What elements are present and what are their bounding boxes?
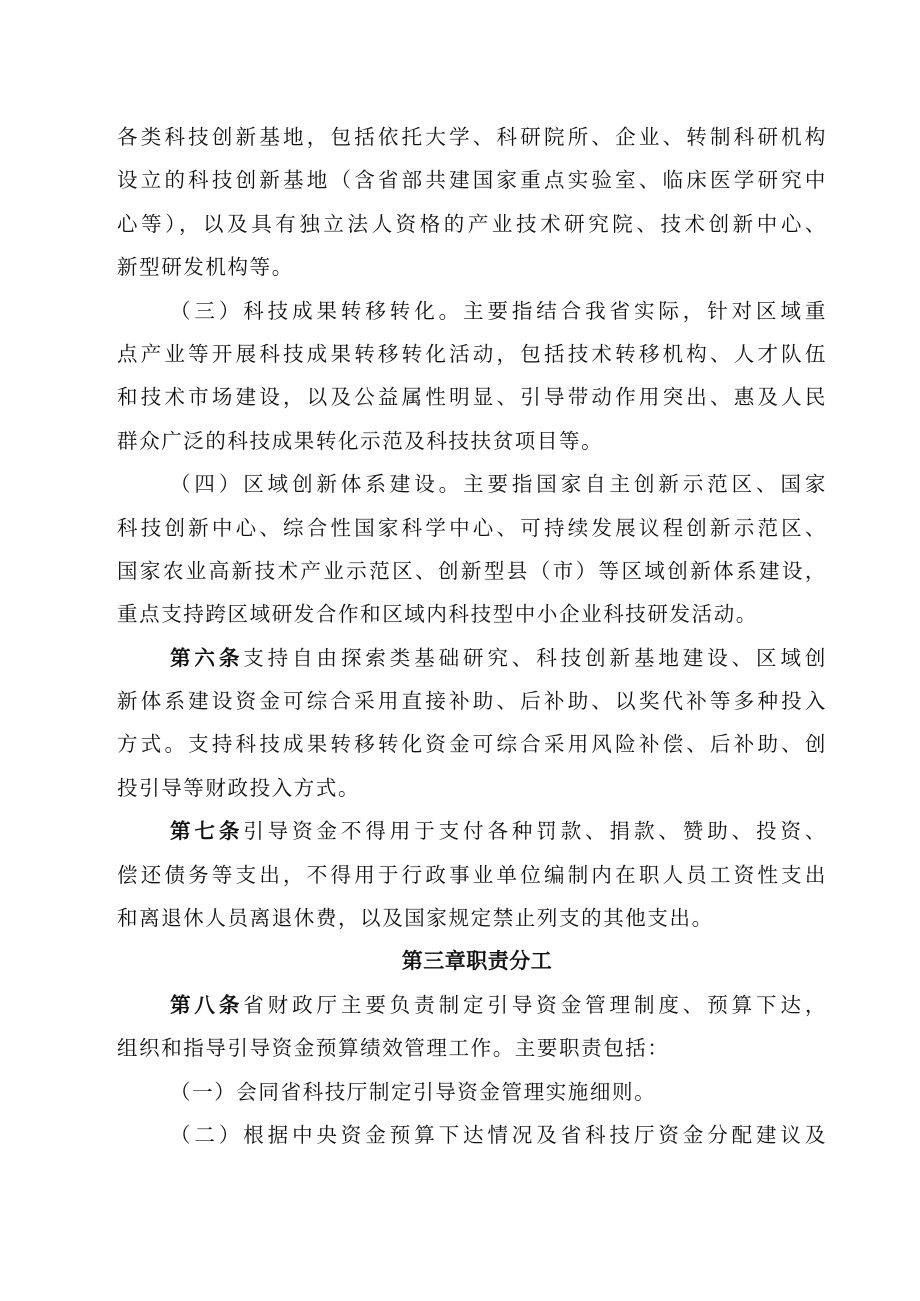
document-page <box>117 116 827 1157</box>
text-line: （四）区域创新体系建设。主要指国家自主创新示范区、国家 <box>170 472 827 497</box>
text-line: 重点支持跨区域研发合作和区域内科技型中小企业科技研发活动。 <box>117 602 758 627</box>
text-line: 科技创新中心、综合性国家科学中心、可持续发展议程创新示范区、 <box>117 515 827 540</box>
text-line: （二）根据中央资金预算下达情况及省科技厅资金分配建议及 <box>170 1122 827 1147</box>
text-line <box>117 810 827 853</box>
article-6-label: 第六条 <box>170 645 244 670</box>
article-7-text: 引导资金不得用于支付各种罚款、捐款、赞助、投资、 <box>243 819 827 844</box>
text-line: 心等），以及具有独立法人资格的产业技术研究院、技术创新中心、 <box>117 211 827 236</box>
text-line: 投引导等财政投入方式。 <box>117 775 361 800</box>
article-8-item-1 <box>117 1071 827 1114</box>
text-line <box>117 637 827 680</box>
text-line: （三）科技成果转移转化。主要指结合我省实际，针对区域重 <box>170 298 827 323</box>
paragraph-item-4-regional-innovation <box>117 463 827 637</box>
article-8 <box>117 984 827 1071</box>
article-6-text: 支持自由探索类基础研究、科技创新基地建设、区域创 <box>243 645 827 670</box>
article-8-text: 省财政厅主要负责制定引导资金管理制度、预算下达， <box>243 992 827 1017</box>
text-line: 设立的科技创新基地（含省部共建国家重点实验室、临床医学研究中 <box>117 168 827 193</box>
text-line: 各类科技创新基地，包括依托大学、科研院所、企业、转制科研机构 <box>117 125 827 149</box>
text-line: 和离退休人员离退休费，以及国家规定禁止列支的其他支出。 <box>117 906 714 931</box>
article-6 <box>117 637 827 811</box>
text-line: 群众广泛的科技成果转化示范及科技扶贫项目等。 <box>117 428 604 453</box>
text-line: 新型研发机构等。 <box>117 255 294 280</box>
text-line: 组织和指导引导资金预算绩效管理工作。主要职责包括： <box>117 1036 670 1061</box>
text-line: 国家农业高新技术产业示范区、创新型县（市）等区域创新体系建设， <box>117 558 827 583</box>
paragraph-item-3-tech-transfer <box>117 290 827 464</box>
text-line: 偿还债务等支出，不得用于行政事业单位编制内在职人员工资性支出 <box>117 862 827 887</box>
article-8-label: 第八条 <box>170 992 244 1017</box>
article-7 <box>117 810 827 940</box>
article-8-item-2 <box>117 1114 827 1157</box>
chapter-3-heading: 第三章职责分工 <box>401 949 553 974</box>
text-line: 点产业等开展科技成果转移转化活动，包括技术转移机构、人才队伍 <box>117 341 827 366</box>
text-line: 和技术市场建设，以及公益属性明显、引导带动作用突出、惠及人民 <box>117 385 827 410</box>
text-line: 新体系建设资金可综合采用直接补助、后补助、以奖代补等多种投入 <box>117 689 827 714</box>
text-line: （一）会同省科技厅制定引导资金管理实施细则。 <box>170 1079 657 1104</box>
article-7-label: 第七条 <box>170 819 244 844</box>
text-line: 方式。支持科技成果转移转化资金可综合采用风险补偿、后补助、创 <box>117 732 827 757</box>
text-line <box>117 984 827 1027</box>
paragraph-base-types <box>117 116 827 290</box>
